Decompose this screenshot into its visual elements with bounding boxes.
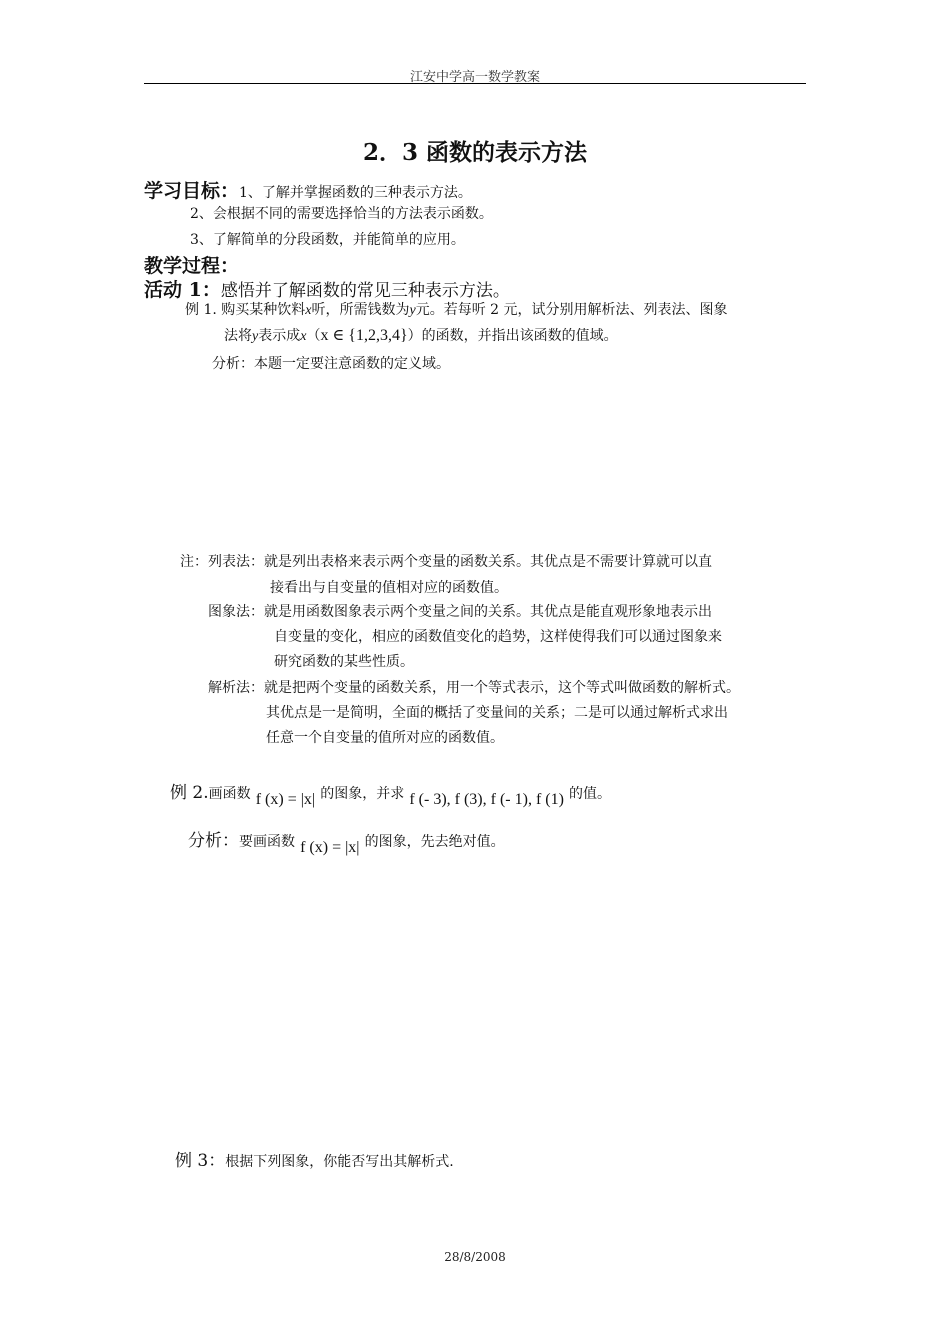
example1-text: 法将 bbox=[224, 328, 252, 344]
note-graph-line-1 bbox=[208, 601, 712, 621]
note-graph-label: 图象法： bbox=[208, 604, 264, 620]
example3-line bbox=[175, 1146, 454, 1171]
analysis-label: 分析： bbox=[188, 831, 239, 851]
example1-text: 例 1. 购买某种饮料 bbox=[185, 302, 306, 318]
goal-item: 2、会根据不同的需要选择恰当的方法表示函数。 bbox=[190, 206, 493, 222]
example1-text: 表示成 bbox=[258, 328, 301, 344]
note-list-line-1 bbox=[180, 551, 712, 571]
example1-line-1 bbox=[185, 299, 728, 319]
footer-date: 28/8/2008 bbox=[444, 1250, 506, 1264]
example1-text: 元。若每听 2 元，试分别用解析法、列表法、图象 bbox=[415, 302, 728, 318]
note-graph-line-2: 自变量的变化，相应的函数值变化的趋势，这样使得我们可以通过图象来 bbox=[274, 629, 722, 645]
activity1-label: 活动 1： bbox=[144, 279, 221, 301]
note-list-line-2: 接看出与自变量的值相对应的函数值。 bbox=[270, 580, 508, 596]
example3-text: 根据下列图象，你能否写出其解析式. bbox=[225, 1154, 454, 1170]
note-analytic-text: 就是把两个变量的函数关系，用一个等式表示，这个等式叫做函数的解析式。 bbox=[264, 680, 740, 696]
example2-line bbox=[170, 778, 612, 808]
analysis-text: 的图象，先去绝对值。 bbox=[364, 834, 505, 850]
goals-line-1 bbox=[144, 176, 472, 203]
var-y: y bbox=[252, 329, 259, 344]
function-formula: f (x) = |x| bbox=[255, 791, 316, 808]
example2-analysis bbox=[188, 826, 505, 856]
var-x: x bbox=[305, 303, 312, 318]
note-list-text: 就是列出表格来表示两个变量的函数关系。其优点是不需要计算就可以直 bbox=[264, 554, 712, 570]
note-analytic-line-3: 任意一个自变量的值所对应的函数值。 bbox=[266, 730, 504, 746]
function-values: f (- 3), f (3), f (- 1), f (1) bbox=[409, 791, 564, 808]
example2-text: 画函数 bbox=[208, 786, 251, 802]
note-prefix: 注： bbox=[180, 554, 208, 570]
var-y: y bbox=[409, 303, 416, 318]
example1-text: 听，所需钱数为 bbox=[311, 302, 410, 318]
activity1-line bbox=[144, 275, 510, 302]
note-analytic-label: 解析法： bbox=[208, 680, 264, 696]
example2-text: 的值。 bbox=[569, 786, 612, 802]
domain-set: x ∈ {1,2,3,4} bbox=[320, 327, 408, 344]
example3-prefix: 例 3： bbox=[175, 1151, 226, 1171]
note-list-label: 列表法： bbox=[208, 554, 264, 570]
note-analytic-line-1 bbox=[208, 677, 740, 697]
page-title: 2．3 函数的表示方法 bbox=[362, 139, 587, 166]
example1-analysis: 分析：本题一定要注意函数的定义域。 bbox=[212, 356, 450, 372]
function-formula: f (x) = |x| bbox=[300, 839, 360, 856]
note-graph-text: 就是用函数图象表示两个变量之间的关系。其优点是能直观形象地表示出 bbox=[264, 604, 712, 620]
goal-item: 3、了解简单的分段函数，并能简单的应用。 bbox=[190, 232, 465, 248]
var-x: x bbox=[300, 329, 307, 344]
goals-label: 学习目标： bbox=[144, 180, 240, 202]
goal-item: 1、了解并掌握函数的三种表示方法。 bbox=[239, 185, 472, 201]
page-header: 江安中学高一数学教案 bbox=[409, 70, 540, 85]
example1-line-2 bbox=[224, 325, 618, 345]
example1-text: （ bbox=[306, 328, 321, 344]
process-label: 教学过程： bbox=[144, 255, 240, 277]
example2-text: 的图象，并求 bbox=[320, 786, 405, 802]
header-rule bbox=[144, 83, 806, 84]
activity1-text: 感悟并了解函数的常见三种表示方法。 bbox=[220, 281, 510, 301]
note-analytic-line-2: 其优点是一是简明，全面的概括了变量间的关系；二是可以通过解析式求出 bbox=[266, 705, 728, 721]
analysis-text: 要画函数 bbox=[239, 834, 295, 850]
example1-text: ）的函数，并指出该函数的值域。 bbox=[407, 328, 618, 344]
note-graph-line-3: 研究函数的某些性质。 bbox=[274, 654, 414, 670]
example2-prefix: 例 2. bbox=[170, 783, 209, 803]
